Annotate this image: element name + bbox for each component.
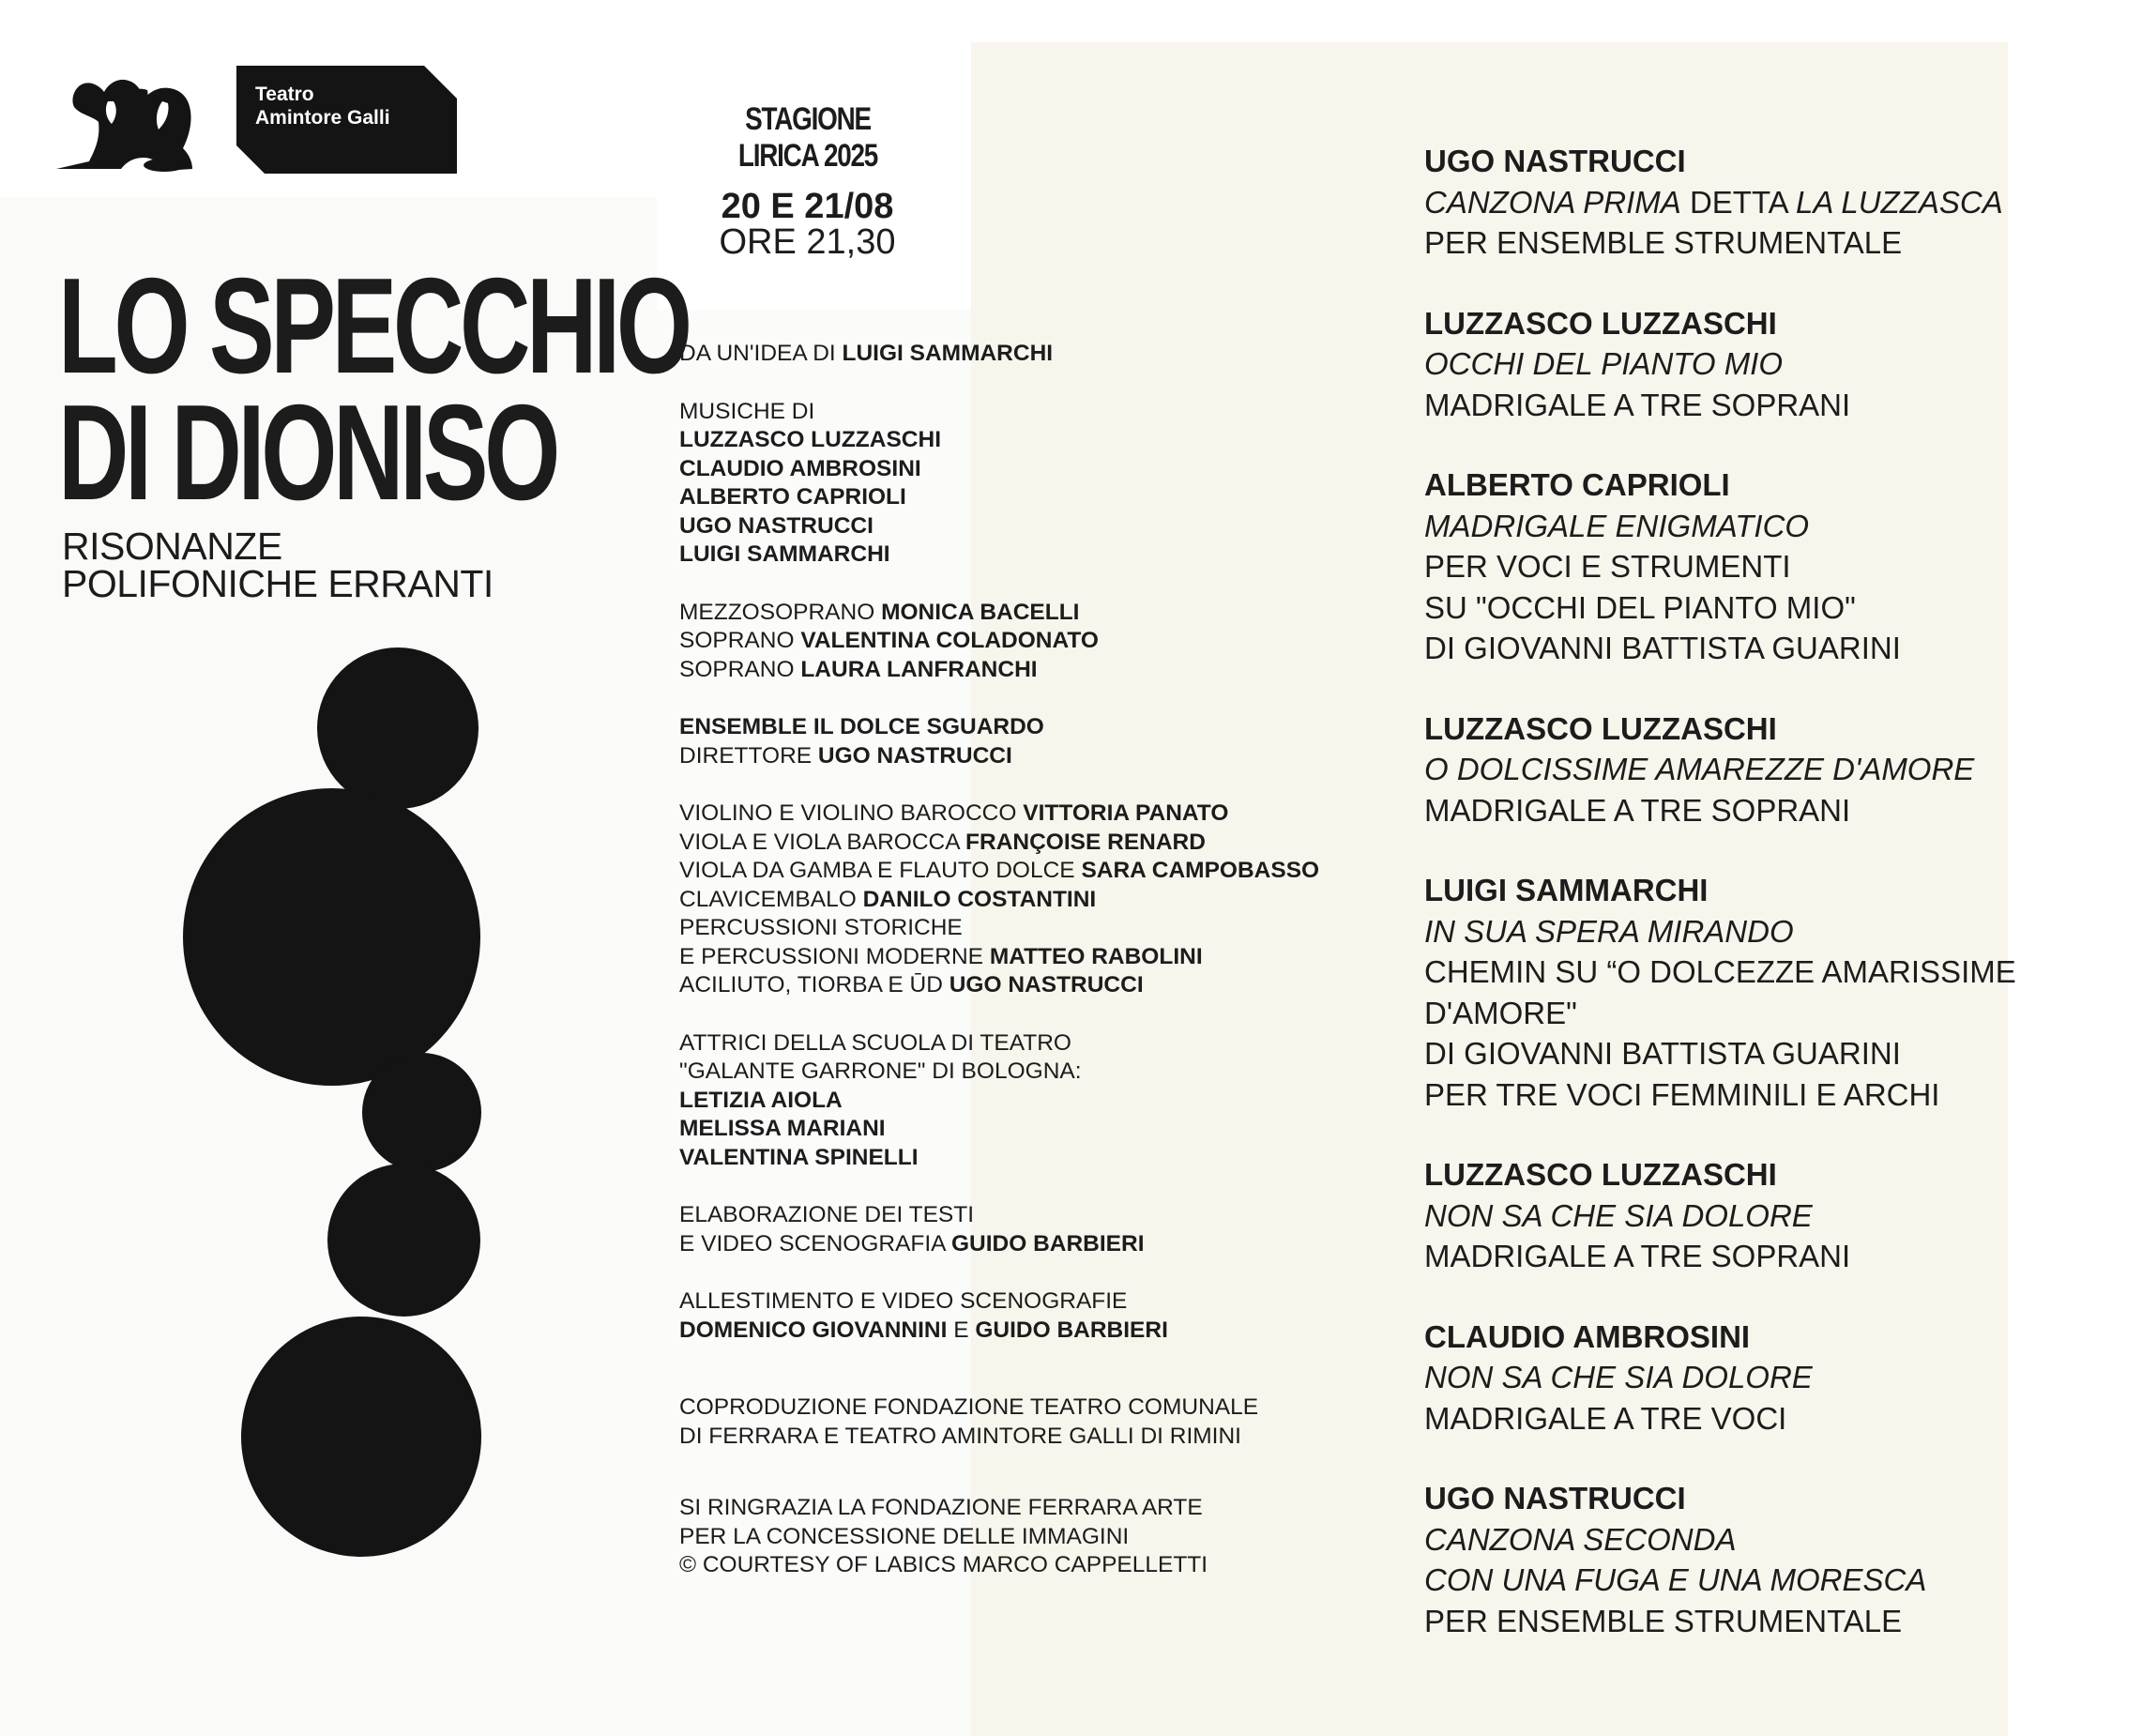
credit-name: LAURA LANFRANCHI	[800, 656, 1038, 682]
program-item	[1424, 303, 2119, 426]
work-description: MADRIGALE A TRE SOPRANI	[1424, 387, 1851, 422]
credit-name: CLAUDIO AMBROSINI	[679, 455, 921, 481]
program-line	[1424, 587, 2119, 629]
program-line	[1424, 343, 2119, 385]
credit-line	[679, 971, 1355, 1000]
credit-role: MUSICHE DI	[679, 398, 815, 424]
credit-line	[679, 426, 1355, 455]
title-line-1: LO SPECCHIO	[58, 250, 689, 402]
work-title: CANZONA PRIMA	[1424, 184, 1681, 220]
program-item	[1424, 141, 2119, 264]
credit-line	[679, 742, 1355, 771]
work-description: PER ENSEMBLE STRUMENTALE	[1424, 225, 1903, 260]
circle-5	[241, 1317, 481, 1557]
credit-line	[679, 1029, 1355, 1058]
credit-name: MONICA BACELLI	[881, 599, 1080, 625]
credit-name: LUIGI SAMMARCHI	[679, 541, 890, 567]
credit-line	[679, 914, 1355, 943]
subtitle-line-2: POLIFONICHE ERRANTI	[62, 562, 494, 605]
credit-line	[679, 1058, 1355, 1087]
credit-role: E VIDEO SCENOGRAFIA	[679, 1230, 951, 1256]
program-line	[1424, 1560, 2119, 1601]
work-description: MADRIGALE A TRE SOPRANI	[1424, 1239, 1851, 1273]
credit-line	[679, 1087, 1355, 1116]
work-description: CHEMIN SU “O DOLCEZZE AMARISSIME	[1424, 954, 2016, 989]
credit-name: DANILO COSTANTINI	[862, 886, 1097, 912]
credit-name: MATTEO RABOLINI	[989, 943, 1203, 969]
credit-block	[679, 398, 1355, 570]
theatre-name: Teatro Amintore Galli	[255, 84, 390, 129]
program-list	[1424, 141, 2119, 1681]
credits-list	[679, 340, 1355, 1609]
composer-name: LUIGI SAMMARCHI	[1424, 873, 1709, 907]
credit-line	[679, 512, 1355, 541]
composer-name: CLAUDIO AMBROSINI	[1424, 1318, 1751, 1354]
program-line	[1424, 952, 2119, 993]
credit-name: VALENTINA SPINELLI	[679, 1144, 919, 1170]
composer-name: ALBERTO CAPRIOLI	[1424, 467, 1730, 502]
credit-role: DA UN'IDEA DI	[679, 341, 843, 366]
credit-role: SOPRANO	[679, 628, 801, 653]
work-title: IN SUA SPERA MIRANDO	[1424, 913, 1794, 949]
credit-role: SOPRANO	[679, 656, 801, 682]
work-description: MADRIGALE A TRE SOPRANI	[1424, 792, 1851, 828]
work-description: PER TRE VOCI FEMMINILI E ARCHI	[1424, 1076, 1940, 1112]
program-line	[1424, 1195, 2119, 1237]
credit-role: DIRETTORE	[679, 742, 818, 769]
work-description: DI GIOVANNI BATTISTA GUARINI	[1424, 631, 1901, 665]
credit-line	[679, 886, 1355, 915]
credit-name: VITTORIA PANATO	[1023, 800, 1229, 826]
subtitle	[62, 525, 494, 605]
credit-name: ENSEMBLE IL DOLCE SGUARDO	[679, 714, 1044, 739]
composer-name: UGO NASTRUCCI	[1424, 144, 1686, 178]
credit-role: VIOLA DA GAMBA E FLAUTO DOLCE	[679, 858, 1082, 883]
work-title: O DOLCISSIME AMAREZZE D'AMORE	[1424, 752, 1975, 786]
credit-name: LUIGI SAMMARCHI	[842, 341, 1054, 366]
work-description: PER VOCI E STRUMENTI	[1424, 549, 1791, 584]
credit-role: ACILIUTO, TIORBA E ŪD	[679, 972, 949, 997]
credit-name: GUIDO BARBIERI	[975, 1317, 1168, 1343]
program-line	[1424, 749, 2119, 790]
credit-block	[679, 1029, 1355, 1173]
work-title: CON UNA FUGA E UNA MORESCA	[1424, 1562, 1927, 1597]
credit-block	[679, 799, 1355, 1000]
credit-role: PERCUSSIONI STORICHE	[679, 915, 963, 940]
credit-block	[679, 340, 1355, 369]
subtitle-line-1: RISONANZE	[62, 525, 282, 568]
credit-role: COPRODUZIONE FONDAZIONE TEATRO COMUNALE	[679, 1394, 1259, 1420]
credit-role: SI RINGRAZIA LA FONDAZIONE FERRARA ARTE	[679, 1495, 1203, 1520]
credit-line	[679, 1115, 1355, 1144]
credit-name: UGO NASTRUCCI	[679, 512, 874, 539]
program-line	[1424, 1357, 2119, 1398]
credit-line	[679, 799, 1355, 829]
program-item	[1424, 464, 2119, 669]
credit-line	[679, 943, 1355, 972]
credit-line	[679, 857, 1355, 886]
credit-line	[679, 483, 1355, 512]
circle-3	[362, 1053, 481, 1172]
credit-line	[679, 599, 1355, 628]
credit-line	[679, 829, 1355, 858]
program-line	[1424, 385, 2119, 426]
credit-line	[679, 713, 1355, 742]
performance-dates: 20 E 21/08	[721, 187, 894, 226]
work-title: OCCHI DEL PIANTO MIO	[1424, 346, 1784, 381]
work-title: MADRIGALE ENIGMATICO	[1424, 508, 1810, 543]
credit-role: © COURTESY OF LABICS MARCO CAPPELLETTI	[679, 1552, 1208, 1577]
credit-line	[679, 1423, 1355, 1452]
credit-line	[679, 1144, 1355, 1173]
program-line	[1424, 222, 2119, 264]
credit-line	[679, 398, 1355, 427]
credit-line	[679, 455, 1355, 484]
program-item	[1424, 870, 2119, 1115]
program-item	[1424, 1154, 2119, 1277]
credit-role: ELABORAZIONE DEI TESTI	[679, 1202, 975, 1227]
credit-line	[679, 1494, 1355, 1523]
program-line	[1424, 1074, 2119, 1116]
credit-block	[679, 1201, 1355, 1258]
program-item	[1424, 1478, 2119, 1641]
credit-line	[679, 340, 1355, 369]
credit-name: UGO NASTRUCCI	[949, 972, 1144, 997]
credit-line	[679, 656, 1355, 685]
credit-role: MEZZOSOPRANO	[679, 599, 882, 625]
credit-name: FRANÇOISE RENARD	[965, 829, 1206, 855]
griffin-icon	[52, 64, 216, 176]
credit-role: "GALANTE GARRONE" DI BOLOGNA:	[679, 1058, 1082, 1084]
work-title: CANZONA SECONDA	[1424, 1521, 1737, 1557]
credit-block	[679, 599, 1355, 685]
work-title: LA LUZZASCA	[1796, 184, 2003, 220]
composer-name: LUZZASCO LUZZASCHI	[1424, 305, 1777, 341]
composer-name: UGO NASTRUCCI	[1424, 1481, 1686, 1515]
circle-4	[327, 1164, 480, 1317]
program-line	[1424, 911, 2119, 952]
work-description: DETTA	[1680, 184, 1797, 220]
work-description: DI GIOVANNI BATTISTA GUARINI	[1424, 1036, 1901, 1071]
credit-role: PER LA CONCESSIONE DELLE IMMAGINI	[679, 1523, 1130, 1549]
credit-name: DOMENICO GIOVANNINI	[679, 1317, 948, 1343]
credit-line	[679, 1523, 1355, 1552]
program-line	[1424, 182, 2119, 223]
composer-name: LUZZASCO LUZZASCHI	[1424, 710, 1777, 746]
credit-line	[679, 1230, 1355, 1259]
credit-line	[679, 1317, 1355, 1346]
credit-role: ALLESTIMENTO E VIDEO SCENOGRAFIE	[679, 1288, 1128, 1314]
program-line	[1424, 628, 2119, 669]
program-line	[1424, 790, 2119, 831]
credit-role: DI FERRARA E TEATRO AMINTORE GALLI DI RIMINI	[679, 1423, 1241, 1449]
credit-name: LUZZASCO LUZZASCHI	[679, 427, 941, 452]
circle-1	[317, 647, 479, 809]
credit-role: CLAVICEMBALO	[679, 886, 863, 912]
program-line	[1424, 1519, 2119, 1561]
credit-role: E PERCUSSIONI MODERNE	[679, 943, 990, 969]
credit-role: VIOLA E VIOLA BAROCCA	[679, 829, 966, 855]
credit-line	[679, 1201, 1355, 1230]
program-line	[1424, 546, 2119, 587]
credit-block	[679, 1287, 1355, 1345]
work-description: SU "OCCHI DEL PIANTO MIO"	[1424, 589, 1856, 625]
work-description: MADRIGALE A TRE VOCI	[1424, 1400, 1787, 1436]
circle-2	[183, 788, 480, 1086]
program-line	[1424, 1398, 2119, 1439]
credit-name: SARA CAMPOBASSO	[1081, 858, 1320, 883]
credit-role: VIOLINO E VIOLINO BAROCCO	[679, 800, 1024, 826]
program-line	[1424, 506, 2119, 547]
composer-name: LUZZASCO LUZZASCHI	[1424, 1157, 1777, 1192]
program-item	[1424, 1317, 2119, 1439]
credit-line	[679, 1287, 1355, 1317]
credit-line	[679, 627, 1355, 656]
credit-line	[679, 541, 1355, 570]
program-line	[1424, 993, 2119, 1034]
work-title: NON SA CHE SIA DOLORE	[1424, 1197, 1813, 1233]
work-title: NON SA CHE SIA DOLORE	[1424, 1360, 1813, 1394]
program-line	[1424, 1236, 2119, 1277]
credit-name: UGO NASTRUCCI	[817, 742, 1012, 769]
credit-role: ATTRICI DELLA SCUOLA DI TEATRO	[679, 1029, 1071, 1056]
program-line	[1424, 1033, 2119, 1074]
season-label: STAGIONE LIRICA 2025	[737, 101, 878, 174]
credit-line	[679, 1551, 1355, 1580]
credit-block	[679, 1393, 1355, 1451]
credit-name: ALBERTO CAPRIOLI	[679, 484, 906, 510]
work-description: PER ENSEMBLE STRUMENTALE	[1424, 1603, 1903, 1638]
program-line	[1424, 1601, 2119, 1642]
title-line-2: DI DIONISO	[58, 376, 557, 528]
program-item	[1424, 708, 2119, 831]
credit-role: E	[947, 1317, 976, 1343]
page-title	[58, 250, 689, 528]
credit-name: GUIDO BARBIERI	[950, 1230, 1145, 1256]
work-description: D'AMORE"	[1424, 995, 1577, 1030]
credit-block	[679, 713, 1355, 770]
credit-name: LETIZIA AIOLA	[679, 1087, 843, 1113]
credit-name: VALENTINA COLADONATO	[800, 628, 1099, 653]
performance-time: ORE 21,30	[719, 222, 896, 262]
credit-line	[679, 1393, 1355, 1423]
credit-name: MELISSA MARIANI	[679, 1116, 886, 1141]
credit-block	[679, 1494, 1355, 1580]
